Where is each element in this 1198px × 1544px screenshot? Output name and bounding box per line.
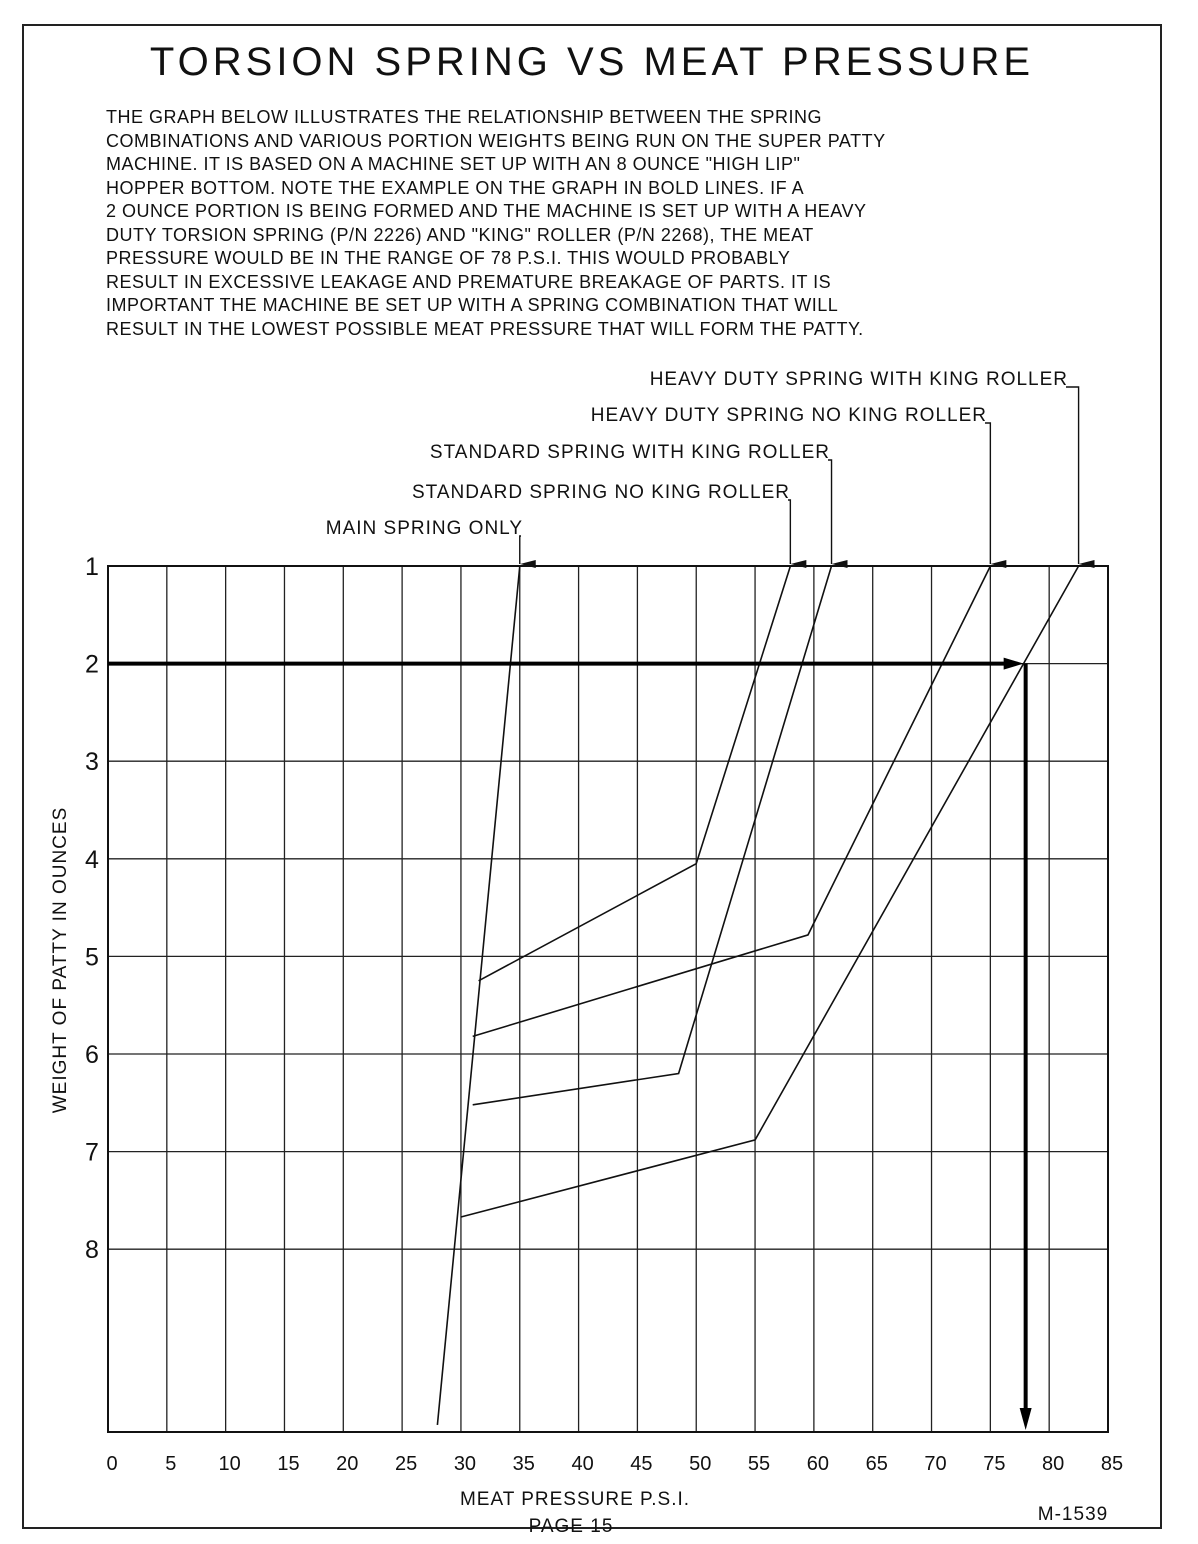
series-line [473, 566, 991, 1036]
series-callout-arrow [985, 423, 990, 564]
x-tick-label: 75 [983, 1453, 1006, 1475]
series-callout-arrow [520, 536, 521, 564]
description-line: HOPPER BOTTOM. NOTE THE EXAMPLE ON THE GRAPH IN BOLD LINES. IF A [106, 177, 805, 198]
y-tick-label: 1 [85, 553, 99, 581]
series-callout-label: MAIN SPRING ONLY [325, 518, 523, 539]
x-tick-label: 30 [453, 1453, 477, 1475]
x-tick-label: 70 [924, 1453, 947, 1475]
x-tick-label: 50 [689, 1453, 712, 1475]
x-tick-label: 60 [806, 1453, 830, 1475]
x-tick-label: 15 [277, 1453, 300, 1475]
description-line: 2 OUNCE PORTION IS BEING FORMED AND THE MACHINE IS SET UP WITH A HEAVY [106, 201, 867, 221]
description-line: RESULT IN THE LOWEST POSSIBLE MEAT PRESSURE THAT WILL FORM THE PATTY. [106, 318, 864, 339]
x-tick-label: 0 [106, 1453, 118, 1475]
x-tick-label: 85 [1100, 1453, 1124, 1475]
series-line [479, 566, 791, 981]
series-callout-arrow [828, 460, 832, 564]
series-callout-label: HEAVY DUTY SPRING WITH KING ROLLER [649, 369, 1068, 390]
series-callout-label: HEAVY DUTY SPRING NO KING ROLLER [590, 405, 987, 426]
y-tick-label: 2 [85, 650, 99, 679]
x-tick-label: 40 [571, 1453, 594, 1475]
description-line: THE GRAPH BELOW ILLUSTRATES THE RELATIONSHIP BETWEEN THE SPRING [106, 107, 822, 127]
description-line: IMPORTANT THE MACHINE BE SET UP WITH A SPRING COMBINATION THAT WILL [106, 295, 839, 315]
x-tick-label: 25 [394, 1453, 418, 1475]
series-callout-arrow [1066, 387, 1079, 564]
x-tick-label: 35 [512, 1453, 535, 1475]
series-callout-label: STANDARD SPRING WITH KING ROLLER [429, 442, 830, 463]
x-tick-label: 65 [865, 1453, 888, 1475]
description-line: DUTY TORSION SPRING (P/N 2226) AND "KING" ROLLER (P/N 2268), THE MEAT [106, 224, 814, 245]
description-line: PRESSURE WOULD BE IN THE RANGE OF 78 P.S.I. THIS WOULD PROBABLY [106, 248, 791, 268]
description-line: COMBINATIONS AND VARIOUS PORTION WEIGHTS BEING RUN ON THE SUPER PATTY [106, 130, 886, 151]
series-line [473, 566, 832, 1105]
plot-border [108, 566, 1108, 1432]
y-tick-label: 8 [85, 1236, 99, 1265]
description-line: RESULT IN EXCESSIVE LEAKAGE AND PREMATURE BREAKAGE OF PARTS. IT IS [106, 271, 832, 292]
y-tick-label: 4 [85, 845, 99, 874]
series-line [437, 566, 519, 1425]
y-tick-label: 5 [85, 943, 99, 972]
x-tick-label: 55 [747, 1453, 771, 1475]
y-axis-label: WEIGHT OF PATTY IN OUNCES [50, 806, 71, 1114]
description-line: MACHINE. IT IS BASED ON A MACHINE SET UP WITH AN 8 OUNCE "HIGH LIP" [106, 154, 801, 174]
x-axis-label: MEAT PRESSURE P.S.I. [459, 1489, 691, 1510]
y-tick-label: 7 [85, 1138, 99, 1167]
series-callout-label: STANDARD SPRING NO KING ROLLER [411, 482, 790, 503]
page-number: PAGE 15 [528, 1516, 614, 1537]
x-tick-label: 20 [336, 1453, 359, 1475]
x-tick-label: 45 [630, 1453, 653, 1475]
x-tick-label: 10 [218, 1453, 241, 1475]
series-callout-arrow [788, 500, 790, 564]
example-arrowhead-down [1020, 1408, 1032, 1430]
x-tick-label: 80 [1042, 1453, 1065, 1475]
y-tick-label: 6 [85, 1041, 99, 1069]
document-code: M-1539 [1037, 1504, 1109, 1525]
chart-title: TORSION SPRING VS MEAT PRESSURE [149, 40, 1035, 84]
y-tick-label: 3 [85, 748, 99, 777]
x-tick-label: 5 [165, 1453, 177, 1475]
